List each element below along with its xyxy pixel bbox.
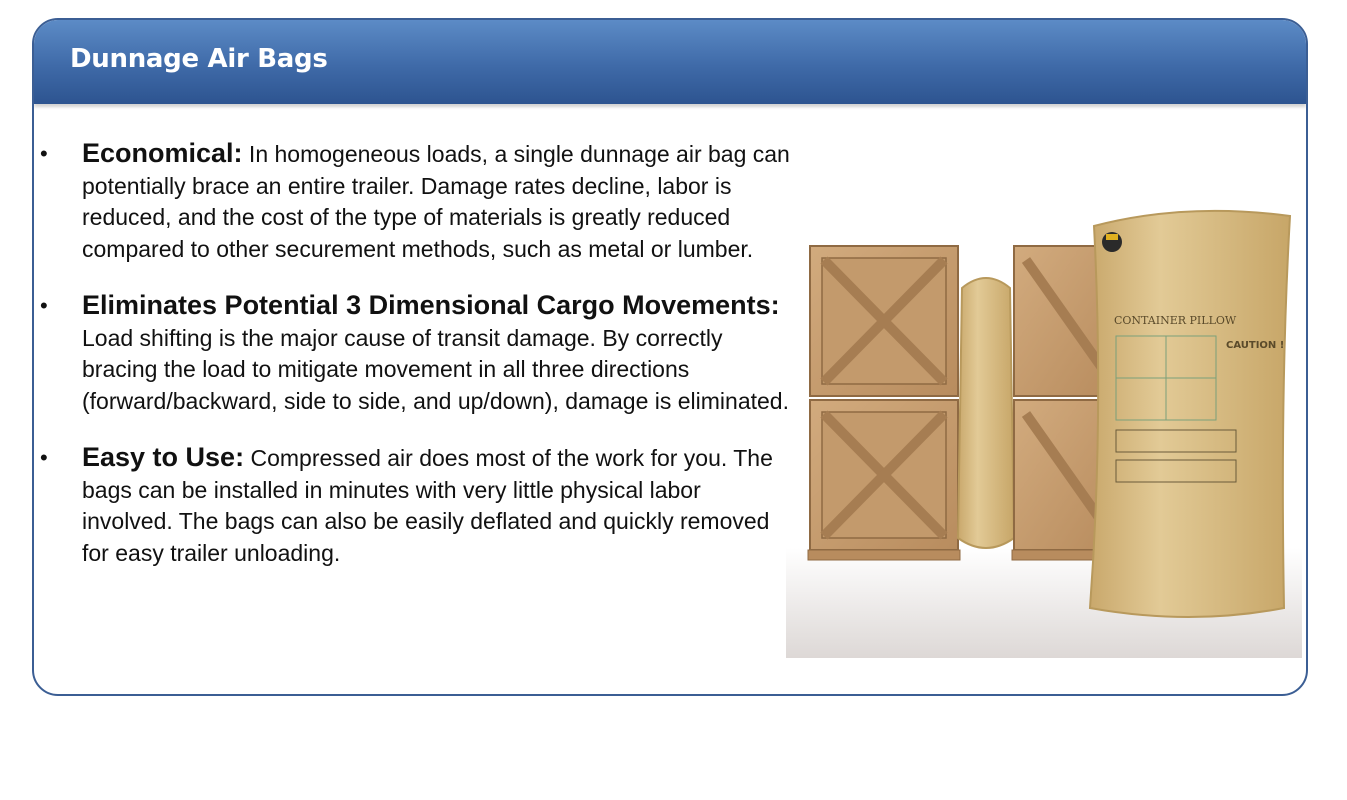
small-air-bag [958, 278, 1014, 548]
bullet-text: Load shifting is the major cause of transit damage. By correctly bracing the load to mitigate movement in all three directions (forward/backward, side to side, and up/down), damage is eliminated. [82, 324, 789, 414]
svg-text:CAUTION !: CAUTION ! [1226, 340, 1285, 351]
bullet-marker: • [40, 293, 48, 318]
bullet-marker: • [40, 445, 48, 470]
bullet-text: In homogeneous loads, a single dunnage air bag can potentially brace an entire trailer. Damage rates decline, labor is reduced, and the cost of the type of materials is greatly reduced compared to other securement methods, such as metal or lumber. [82, 141, 790, 262]
slide-card [32, 18, 1308, 696]
bullet-3d-movements [34, 290, 794, 417]
bullet-term: Economical: [82, 138, 243, 168]
bullet-term: Easy to Use: [82, 442, 245, 472]
slide-title: Dunnage Air Bags [70, 44, 328, 74]
slide-header [34, 20, 1306, 104]
svg-text:CONTAINER PILLOW: CONTAINER PILLOW [1114, 314, 1237, 327]
bullet-easy-to-use [34, 442, 794, 569]
bullet-term: Eliminates Potential 3 Dimensional Cargo Movements: [82, 290, 780, 320]
dunnage-bag-photo [786, 138, 1302, 658]
bullet-text: Compressed air does most of the work for you. The bags can be installed in minutes with very little physical labor involved. The bags can also be easily deflated and quickly removed for easy trailer unloading. [82, 445, 773, 566]
crate-left [808, 246, 960, 560]
bullet-list [34, 138, 794, 594]
bullet-marker: • [40, 141, 48, 166]
large-air-bag [1090, 211, 1290, 617]
bullet-economical [34, 138, 794, 265]
